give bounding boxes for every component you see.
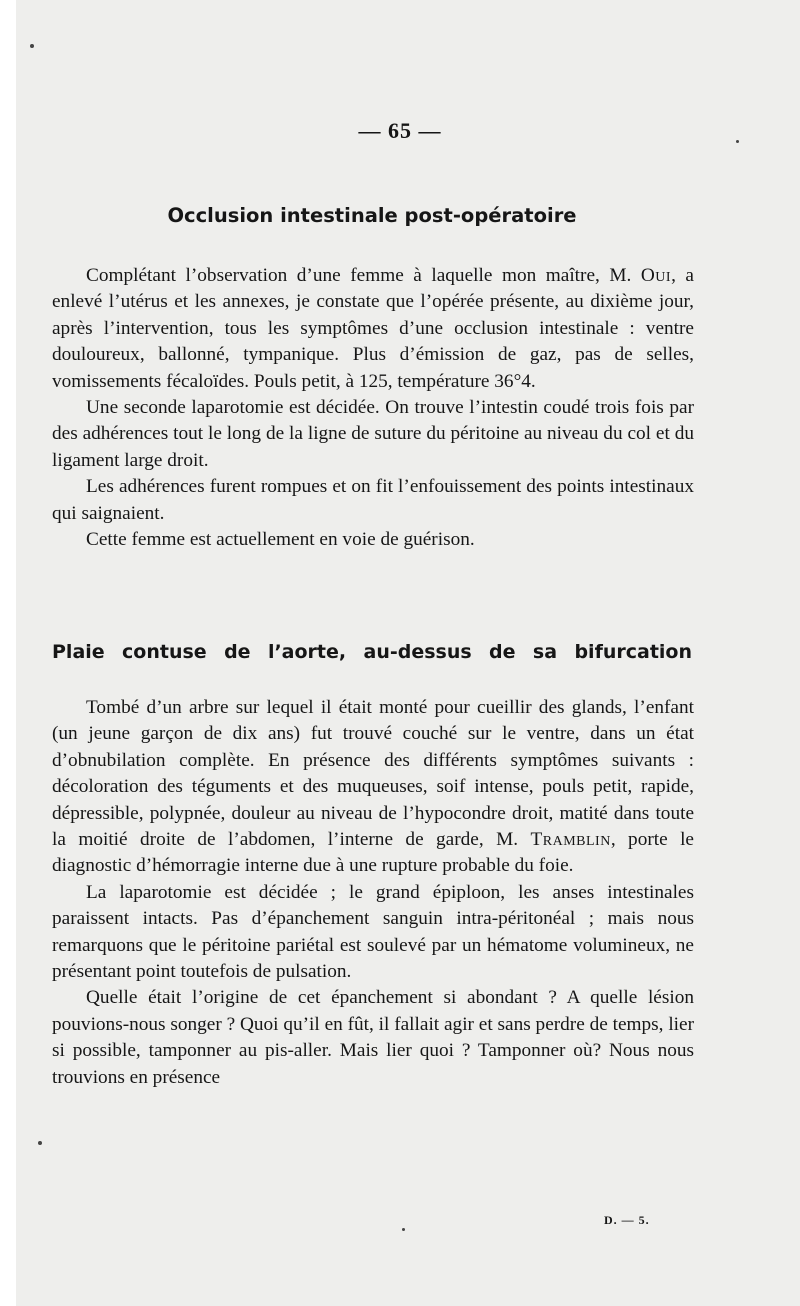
print-speck [402,1228,405,1231]
paragraph-text: , a enlevé l’utérus et les annexes, je constate que l’opérée présente, au dixième jour, après l’intervention, tous les symptômes d’une occlusion intestinale : ventre douloureux, ballonné, tympanique. Plus d’émission de gaz, pas de selles, vomissements fécaloïdes. Pouls petit, à 125, température 36°4. [52,265,694,392]
paragraph [52,263,694,395]
section-body-aorte [52,695,694,1091]
paragraph-text: , porte le diagnostic d’hémorragie interne due à une rupture probable du foie. [52,829,694,877]
person-name: Tramblin [530,829,611,851]
page-number: — 65 — [358,118,442,143]
paragraph [52,695,694,880]
print-speck [30,44,34,48]
section-heading-aorte: Plaie contuse de l’aorte, au-dessus de sa bifurcation [52,641,692,663]
signature-mark: D. — 5. [604,1213,650,1227]
paragraph: Cette femme est actuellement en voie de guérison. [86,529,475,551]
paragraph: La laparotomie est décidée ; le grand épiploon, les anses intestinales paraissent intacts. Pas d’épanchement sanguin intra-péritonéal ; mais nous remarquons que le péritoine pariétal est soulevé par un hématome volumineux, ne présentant point toutefois de pulsation. [52,881,694,983]
print-speck [38,1141,42,1145]
section-body-occlusion [52,263,694,553]
paragraph: Quelle était l’origine de cet épanchement si abondant ? A quelle lésion pouvions-nous songer ? Quoi qu’il en fût, il fallait agir et sans perdre de temps, lier si possible, tamponner au pis-aller. Mais lier quoi ? Tamponner où? Nous nous trouvions en présence [52,987,695,1088]
section-heading-occlusion: Occlusion intestinale post-opératoire [167,204,577,227]
paragraph-text: Tombé d’un arbre sur lequel il était monté pour cueillir des glands, l’enfant (un jeune garçon de dix ans) fut trouvé couché sur le ventre, dans un état d’obnubilation complète. En présence des différents symptômes suivants : décoloration des téguments et des muqueuses, soif intense, pouls petit, rapide, dépressible, polypnée, douleur au niveau de l’hypocondre droit, matité dans toute la moitié droite de l’abdomen, l’interne de garde, M. [52,697,694,851]
paragraph-text: Complétant l’observation d’une femme à laquelle mon maître, M. [86,265,641,286]
paragraph: Une seconde laparotomie est décidée. On trouve l’intestin coudé trois fois par des adhérences tout le long de la ligne de suture du péritoine au niveau du col et du ligament large droit. [52,397,694,471]
paragraph: Les adhérences furent rompues et on fit l’enfouissement des points intestinaux qui saignaient. [52,476,694,524]
person-name: Oui [640,265,672,286]
